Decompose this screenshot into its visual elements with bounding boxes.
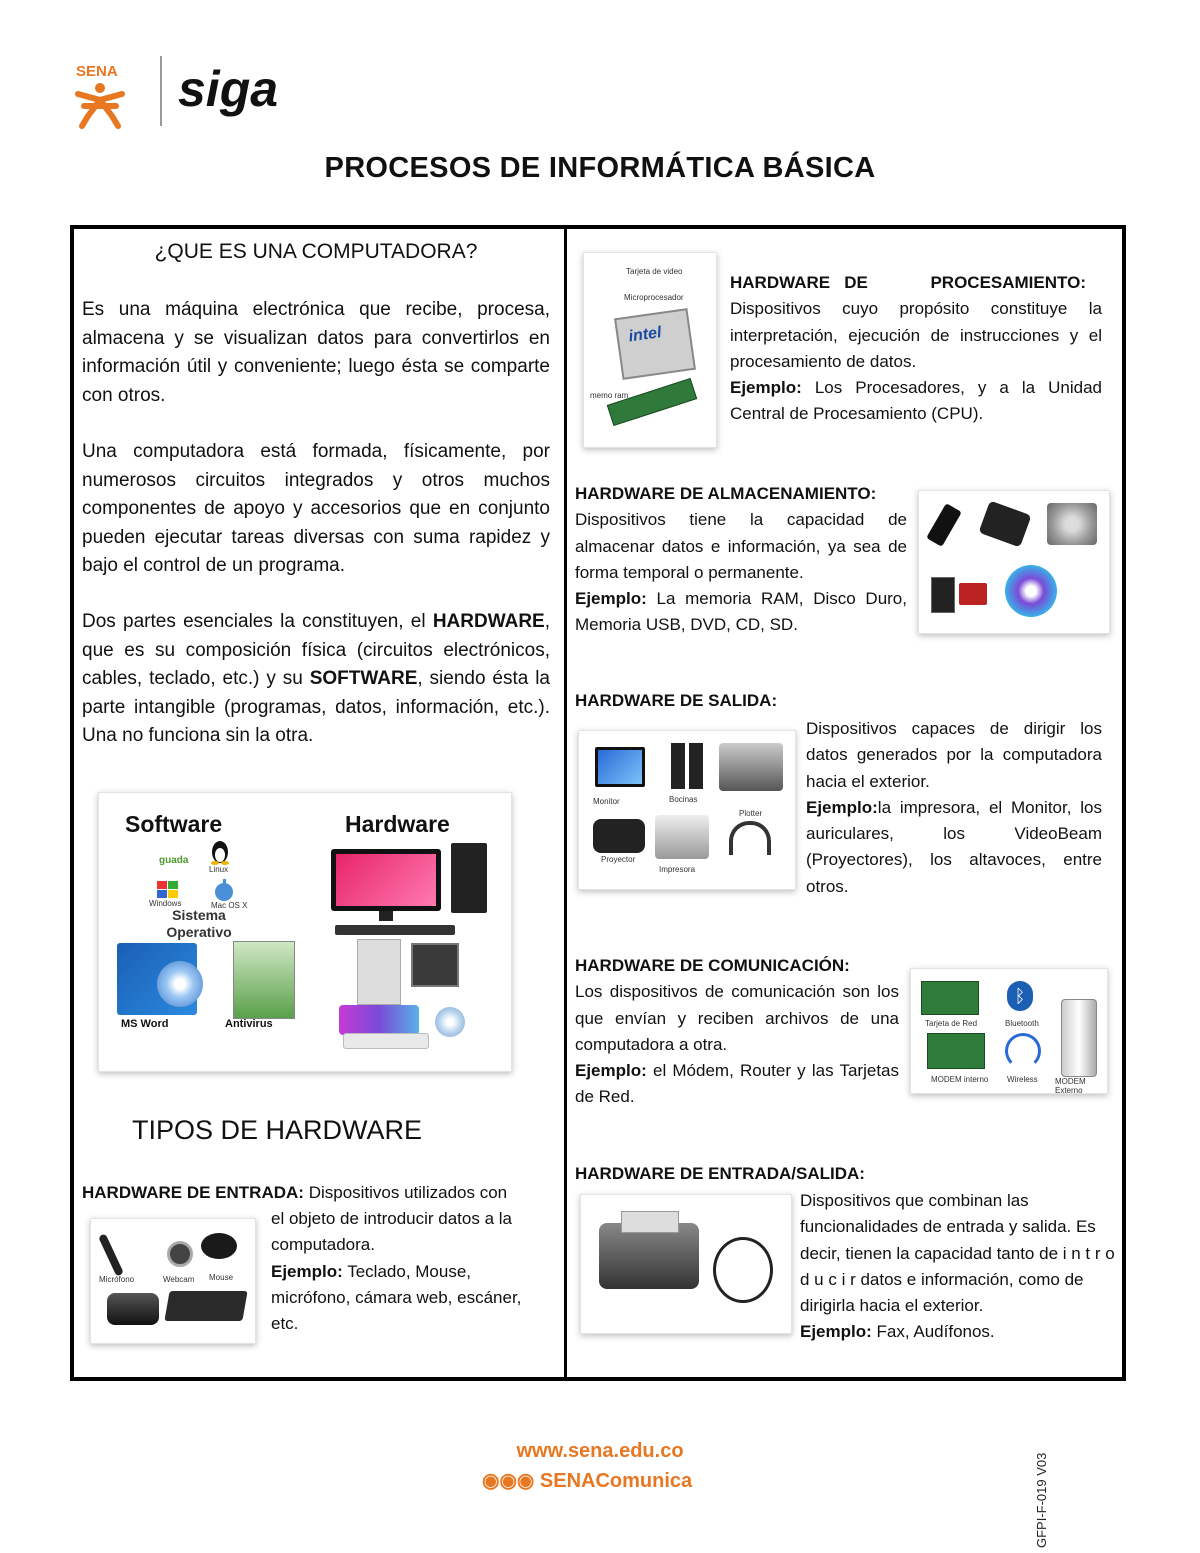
usb-icon [926,503,962,547]
document-code: GFPI-F-019 V03 [1034,1452,1049,1548]
microphone-icon [98,1233,124,1276]
siga-logo [178,62,298,122]
motherboard-icon [411,943,459,987]
windows-icon [157,881,179,899]
paragraph-2: Una computadora está formada, físicamente, por numerosos circuitos integrados y otros muchos componentes de apoyo y accesorios que en conjunto pueden ejecutar tareas diversas con suma rapidez y bajo el control de un programa. [82,441,550,576]
salida-image: Monitor Bocinas Plotter Proyector Impresora [578,730,796,890]
bluetooth-icon: ᛒ [1007,981,1033,1011]
footer-url[interactable]: www.sena.edu.co [516,1440,684,1462]
computer-heading: ¿QUE ES UNA COMPUTADORA? [154,240,478,263]
entrada-salida-label: HARDWARE DE ENTRADA/SALIDA: [575,1164,865,1183]
speaker-icon [671,743,685,789]
footer-social[interactable]: ◉◉◉ SENAComunica [482,1470,693,1492]
entrada-text: el objeto de introducir datos a la computadora. Ejemplo: Teclado, Mouse, micrófono, cámara web, escáner, etc. [271,1209,522,1334]
comunicacion-image: Tarjeta de Red ᛒ Bluetooth MODEM Externo MODEM interno Wireless [910,968,1108,1094]
software-hardware-image: Software Hardware guada Linux Windows Mac OS X Sistema Operativo MS Word Antivirus [98,792,512,1072]
cpu-chip-icon: intel [614,308,696,380]
entrada-image: Micrófono Webcam Mouse [90,1218,256,1344]
external-modem-icon [1061,999,1097,1077]
entrada-salida-image [580,1194,792,1334]
network-card-icon [921,981,979,1015]
entrada-salida-text: Dispositivos que combinan las funcionalidades de entrada y salida. Es decir, tienen la capacidad tanto de i n t r o d u c i r datos e información, como de dirigirla hacia el exterior. Ejemplo: Fax, Audífonos. [800,1191,1115,1342]
mouse-icon [201,1233,237,1259]
monitor-icon [595,747,645,787]
apple-icon [213,879,235,901]
scanner-icon [107,1293,159,1325]
svg-text:siga: siga [178,62,279,117]
paragraph-1: Es una máquina electrónica que recibe, procesa, almacena y se visualizan datos para convertirlos en información útil y conveniente; luego ésta se comparte con otros. [82,299,550,406]
disc-icon [435,1007,465,1037]
keyboard-icon [164,1291,247,1321]
tower-icon [451,843,487,913]
salida-text: Dispositivos capaces de dirigir los datos generados por la computadora hacia el exterior. Ejemplo:la impresora, el Monitor, los auriculares, los VideoBeam (Proyectores), los altavoces, entre otros. [806,719,1102,896]
external-disk-icon [979,501,1032,548]
so-label: Sistema Operativo [166,907,232,940]
almacenamiento-image [918,490,1110,634]
speaker-icon-2 [689,743,703,789]
wireless-icon [1005,1033,1041,1069]
entrada-line1: HARDWARE DE ENTRADA: Dispositivos utilizados con [82,1183,508,1202]
sd-card-icon [931,577,955,613]
cd-icon [157,961,203,1007]
components-icon [339,1005,419,1035]
antivirus-box [233,941,295,1019]
fax-paper [621,1211,679,1233]
almacenamiento-text: HARDWARE DE ALMACENAMIENTO: Dispositivos tiene la capacidad de almacenar datos e información, ya sea de forma temporal o permanente. Ejemplo: La memoria RAM, Disco Duro, Memoria USB, DVD, CD, SD. [575,484,907,635]
plotter-icon [719,743,783,791]
linux-icon [209,837,231,865]
paragraph-3: Dos partes esenciales la constituyen, el HARDWARE, que es su composición física (circuitos electrónicos, cables, teclado, etc.) y su SOFTWARE, siendo ésta la parte intangible (programas, datos, información, etc.). Una no funciona sin la otra. [82,611,550,746]
projector-icon [593,819,645,853]
case-icon [357,939,401,1005]
dvd-icon [1005,565,1057,617]
earphones-icon [713,1237,773,1303]
webcam-icon [167,1241,193,1267]
guada-logo: guada [159,855,189,866]
software-label: Software [125,811,223,837]
hardware-label: Hardware [345,811,450,837]
tipos-heading: TIPOS DE HARDWARE [131,1115,423,1145]
procesamiento-image: Tarjeta de video Microprocesador intel memo ram [583,252,717,448]
salida-label: HARDWARE DE SALIDA: [575,691,778,710]
column-divider [564,229,567,1377]
hard-disk-icon [1047,503,1097,545]
monitor-icon [331,849,441,911]
logo-divider [160,56,162,126]
ram-icon [607,378,697,426]
headphones-icon [729,821,771,855]
internal-modem-icon [927,1033,985,1069]
white-keyboard-icon [343,1033,429,1049]
printer-icon [655,815,709,859]
memory-card-icon [959,583,987,605]
svg-text:SENA: SENA [76,63,118,80]
page-title: PROCESOS DE INFORMÁTICA BÁSICA [324,152,876,184]
procesamiento-text: HARDWARE DE PROCESAMIENTO: Dispositivos cuyo propósito constituye la interpretación, ejecución de instrucciones y el procesamiento de datos. Ejemplo: Los Procesadores, y a la Unidad Central de Procesamiento (CPU). [730,273,1102,424]
keyboard-icon [335,925,455,935]
social-icons: ◉◉◉ [482,1470,540,1492]
comunicacion-text: HARDWARE DE COMUNICACIÓN: Los dispositivos de comunicación son los que envían y reciben archivos de una computadora a otra. Ejemplo: el Módem, Router y las Tarjetas de Red. [575,956,899,1107]
sena-logo [68,60,158,130]
